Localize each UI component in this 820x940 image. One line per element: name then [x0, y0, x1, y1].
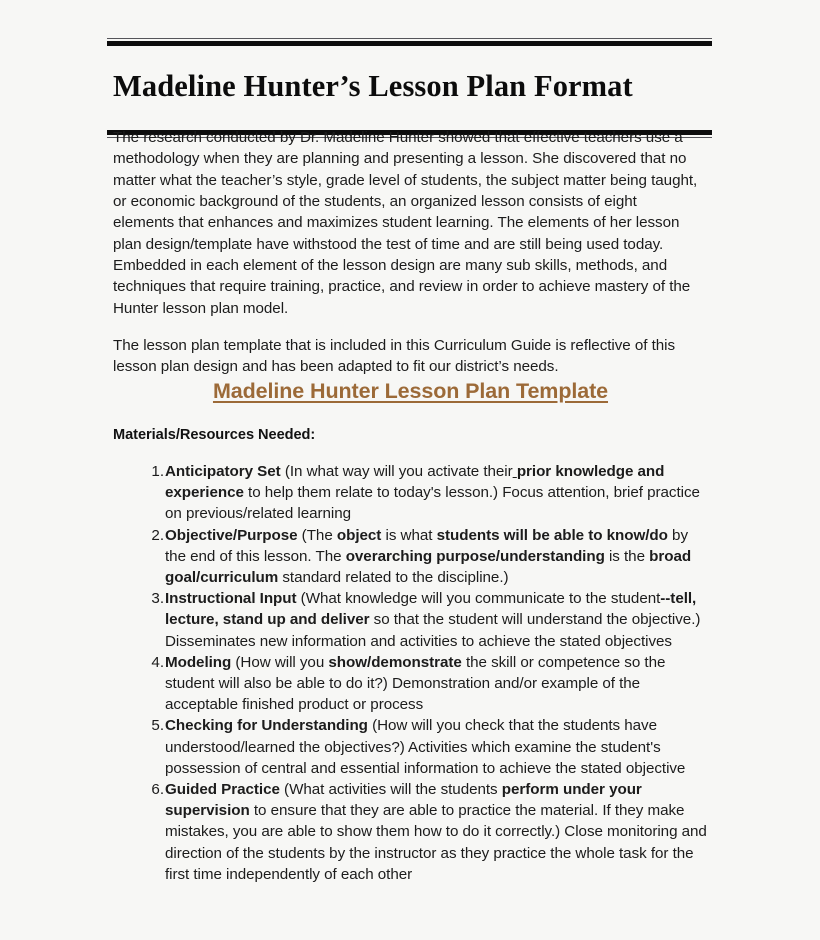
list-item-text: Checking for Understanding (How will you check that the students have understood/learned the objectives?) Activities which examine the student's possession of central and essential information to achieve the stated objective	[165, 717, 686, 777]
list-item	[113, 461, 713, 525]
list-item	[113, 779, 713, 885]
list-item	[113, 525, 713, 589]
list-item-text: Objective/Purpose (The object is what students will be able to know/do by the end of this lesson. The overarching purpose/understanding is the broad goal/curriculum standard related to the discipline.)	[165, 526, 692, 587]
list-item-number: 2.	[151, 526, 164, 544]
curriculum-note-paragraph: The lesson plan template that is included in this Curriculum Guide is reflective of this lesson plan design and has been adapted to fit our district’s needs.	[113, 337, 676, 376]
lesson-elements-list	[113, 461, 713, 885]
list-item	[113, 715, 713, 779]
list-item-text: Anticipatory Set (In what way will you activate their prior knowledge and experience to help them relate to today's lesson.) Focus attention, brief practice on previous/related learning	[165, 463, 700, 523]
list-item-text: Guided Practice (What activities will the students perform under your supervision to ensure that they are able to practice the material. If they make mistakes, you are able to show them how to do it correctly.) Close monitoring and direction of the students by the instructor as they practice the whole task for the first time independently of each other	[165, 781, 707, 883]
template-heading: Madeline Hunter Lesson Plan Template	[212, 379, 609, 403]
title-top-thick-rule	[107, 41, 712, 46]
list-item	[113, 652, 713, 716]
page-title: Madeline Hunter’s Lesson Plan Format	[113, 69, 633, 104]
list-item-number: 6.	[151, 781, 164, 799]
list-item-number: 4.	[151, 653, 164, 671]
title-block	[107, 38, 712, 138]
list-item-number: 5.	[151, 717, 164, 735]
list-item-text: Instructional Input (What knowledge will you communicate to the student--tell, lecture, stand up and deliver so that the student will understand the objective.) Disseminates new information and activities to achieve the stated objectives	[165, 590, 701, 650]
list-item-number: 1.	[151, 463, 164, 480]
intro-paragraph: The research conducted by Dr. Madeline Hunter showed that effective teachers use a methodology when they are planning and presenting a lesson. She discovered that no matter what the teacher’s style, grade level of students, the subject matter being taught, or economic background of the students, an organized lesson consists of eight elements that enhances and maximizes student learning. The elements of her lesson plan design/template have withstood the test of time and are still being used today. Embedded in each element of the lesson design are many sub skills, methods, and techniques that require training, practice, and review in order to achieve mastery of the Hunter lesson plan model.	[113, 129, 698, 317]
list-item-text: Modeling (How will you show/demonstrate the skill or competence so the student will also be able to do it?) Demonstration and/or example of the acceptable finished product or process	[165, 653, 666, 714]
list-item	[113, 588, 713, 652]
list-item-number: 3.	[151, 590, 164, 608]
materials-resources-heading: Materials/Resources Needed:	[113, 427, 316, 443]
